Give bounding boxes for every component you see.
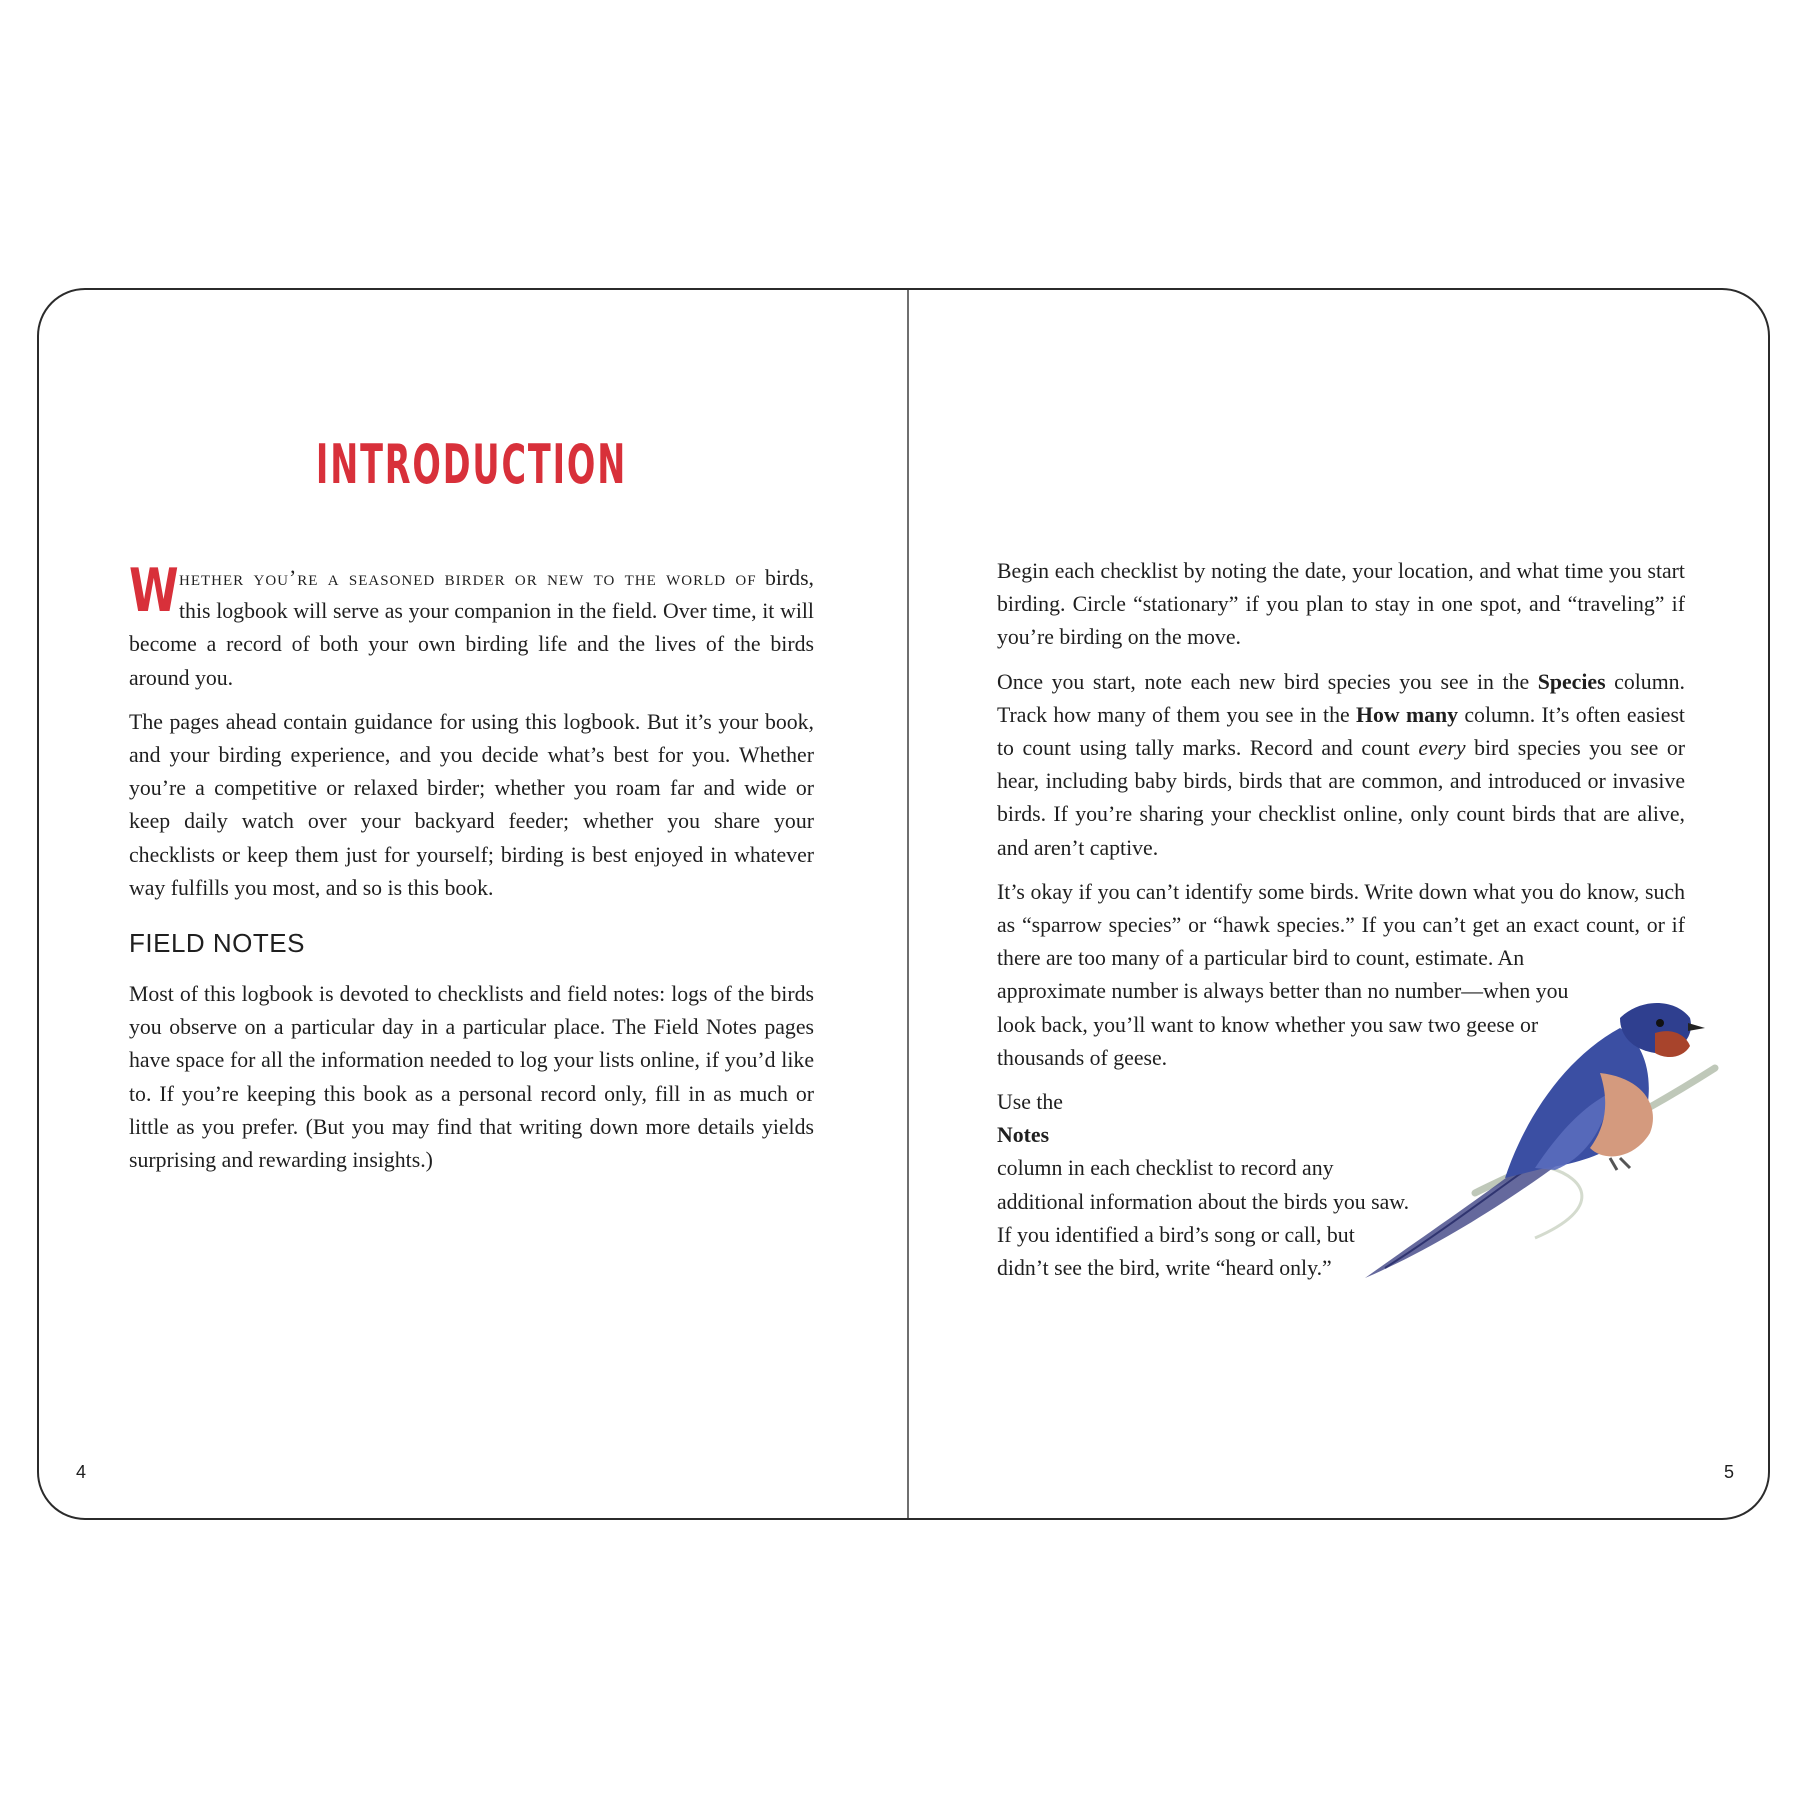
page-number-right: 5 <box>1724 1462 1735 1482</box>
text-run: Once you start, note each new bird species you see in the <box>997 669 1538 694</box>
text-line: approximate number is always better than no number—when you <box>997 979 1569 1004</box>
text-line: If you identified a bird’s song or call, but <box>997 1222 1355 1247</box>
page-gutter <box>907 290 909 1518</box>
barn-swallow-illustration <box>1355 998 1745 1288</box>
paragraph-species <box>997 666 1685 865</box>
text-run: column in each checklist to record any <box>997 1156 1334 1181</box>
intro-text <box>129 556 814 905</box>
text-run: It’s okay if you can’t identify some birds. Write down what you do know, such as “sparrow species” or “hawk species.” If you can’t get an exact count, or if there are too many of a particular bird to count, estimate. An <box>997 879 1685 971</box>
intro-rest: birds, this logbook will serve as your companion in the field. Over time, it will become a record of both your own birding life and the lives of the birds around you. <box>129 566 814 690</box>
paragraph-begin: Begin each checklist by noting the date, your location, and what time you start birding. Circle “stationary” if you plan to stay in one spot, and “traveling” if you’re birding on the move. <box>997 559 1685 650</box>
notes-bold: Notes <box>997 1123 1050 1148</box>
intro-smallcaps: hether you’re a seasoned birder or new to the world of <box>179 566 757 590</box>
page-number-left: 4 <box>76 1462 87 1482</box>
paragraph-guidance: The pages ahead contain guidance for using this logbook. But it’s your book, and your birding experience, and you decide what’s best for you. Whether you’re a competitive or relaxed birder; whether you roam far and wide or keep daily watch over your backyard feeder; whether you share your checklists or keep them just for yourself; birding is best enjoyed in whatever way fulfills you most, and so is this book. <box>129 709 814 900</box>
paragraph-field-notes: Most of this logbook is devoted to checklists and field notes: logs of the birds you observe on a particular day in a particular place. The Field Notes pages have space for all the information needed to log your lists online, if you’d like to. If you’re keeping this book as a personal record only, fill in as much or little as you prefer. (But you may find that writing down more details yields surprising and rewarding insights.) <box>129 982 814 1173</box>
field-notes-text <box>129 978 814 1177</box>
text-line: didn’t see the bird, write “heard only.” <box>997 1256 1332 1281</box>
text-line: additional information about the birds you saw. <box>997 1189 1410 1214</box>
text-run: column. Track how many of them you see in the <box>997 669 1686 727</box>
drop-cap: W <box>129 556 179 626</box>
how-many-bold: How many <box>1356 702 1459 727</box>
intro-paragraph <box>129 556 814 695</box>
page-title: INTRODUCTION <box>315 433 628 496</box>
every-italic: every <box>1418 736 1466 761</box>
book-spread <box>37 288 1770 1520</box>
text-line: thousands of geese. <box>997 1045 1168 1070</box>
text-line: look back, you’ll want to know whether you saw two geese or <box>997 1012 1539 1037</box>
text-run: bird species you see or hear, including baby birds, birds that are common, and introduced or invasive birds. If you’re sharing your checklist online, only count birds that are alive, and aren’t captive. <box>997 736 1686 860</box>
text-run: column. It’s often easiest to count using tally marks. Record and count <box>997 702 1685 761</box>
section-heading-field-notes: FIELD NOTES <box>129 928 305 958</box>
text-run: Use the <box>997 1090 1063 1115</box>
species-bold: Species <box>1537 669 1606 694</box>
